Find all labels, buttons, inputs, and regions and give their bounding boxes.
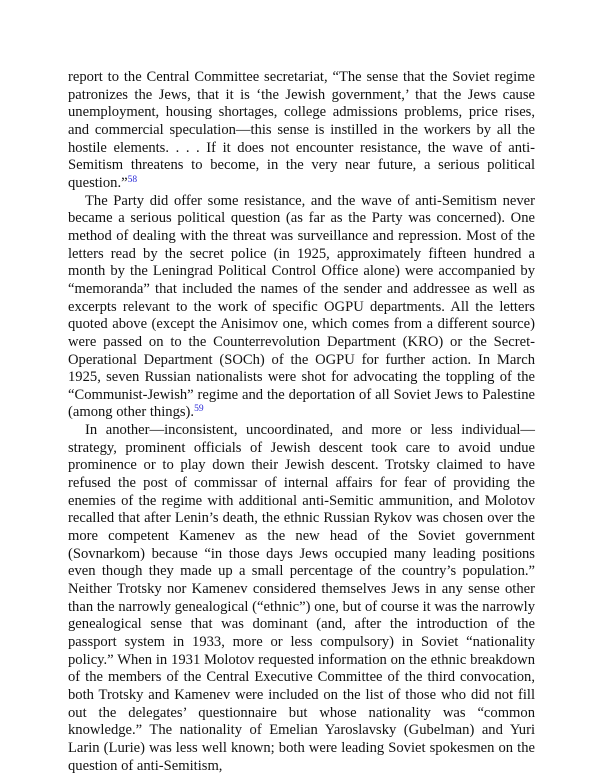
paragraph-text: report to the Central Committee secretariat, “The sense that the Soviet regime patronizes the Jews, that it is ‘the Jewish government,’ that the Jews cause unemployment, housing shortages, college admissions problems, price rises, and commercial speculation—this sense is instilled in the workers by all the hostile elements. . . . If it does not encounter resistance, the wave of anti-Semitism threatens to become, in the very near future, a serious political question.”	[68, 69, 535, 191]
paragraph-text: The Party did offer some resistance, and the wave of anti-Semitism never became a serious political question (as far as the Party was concerned). One method of dealing with the threat was surveillance and repression. Most of the letters read by the secret police (in 1925, approximately fifteen hundred a month by the Leningrad Political Control Office alone) were accompanied by “memoranda” that included the names of the sender and addressee as well as excerpts relevant to the work of specific OGPU departments. All the letters quoted above (except the Anisimov one, which comes from a different source) were passed on to the Counterrevolution Department (KRO) or the Secret-Operational Department (SOCh) of the OGPU for further action. In March 1925, seven Russian nationalists were shot for advocating the toppling of the “Communist-Jewish” regime and the deportation of all Soviet Jews to Palestine (among other things).	[68, 192, 535, 421]
paragraph-2	[68, 193, 535, 423]
footnote-reference-59[interactable]: 59	[194, 404, 204, 415]
paragraph-text: In another—inconsistent, uncoordinated, and more or less individual—strategy, prominent officials of Jewish descent took care to avoid undue prominence or to play down their Jewish descent. Trotsky claimed to have refused the post of commissar of internal affairs for fear of providing the enemies of the regime with additional anti-Semitic ammunition, and Molotov recalled that after Lenin’s death, the ethnic Russian Rykov was chosen over the more competent Kamenev as the new head of the Soviet government (Sovnarkom) because “in those days Jews occupied many leading positions even though they made up a small percentage of the country’s population.” Neither Trotsky nor Kamenev considered themselves Jews in any sense other than the narrowly genealogical (“ethnic”) one, but of course it was the narrowly genealogical sense that was dominant (and, after the introduction of the passport system in 1933, more or less compulsory) in Soviet “nationality policy.” When in 1931 Molotov requested information on the ethnic breakdown of the members of the Central Executive Committee of the third convocation, both Trotsky and Kamenev were included on the list of those who did not fill out the delegates’ questionnaire but whose nationality was “common knowledge.” The nationality of Emelian Yaroslavsky (Gubelman) and Yuri Larin (Lurie) was less well known; both were leading Soviet spokesmen on the question of anti-Semitism,	[68, 422, 535, 774]
footnote-reference-58[interactable]: 58	[127, 174, 138, 185]
paragraph-3	[68, 422, 535, 775]
paragraph-1	[68, 69, 535, 193]
